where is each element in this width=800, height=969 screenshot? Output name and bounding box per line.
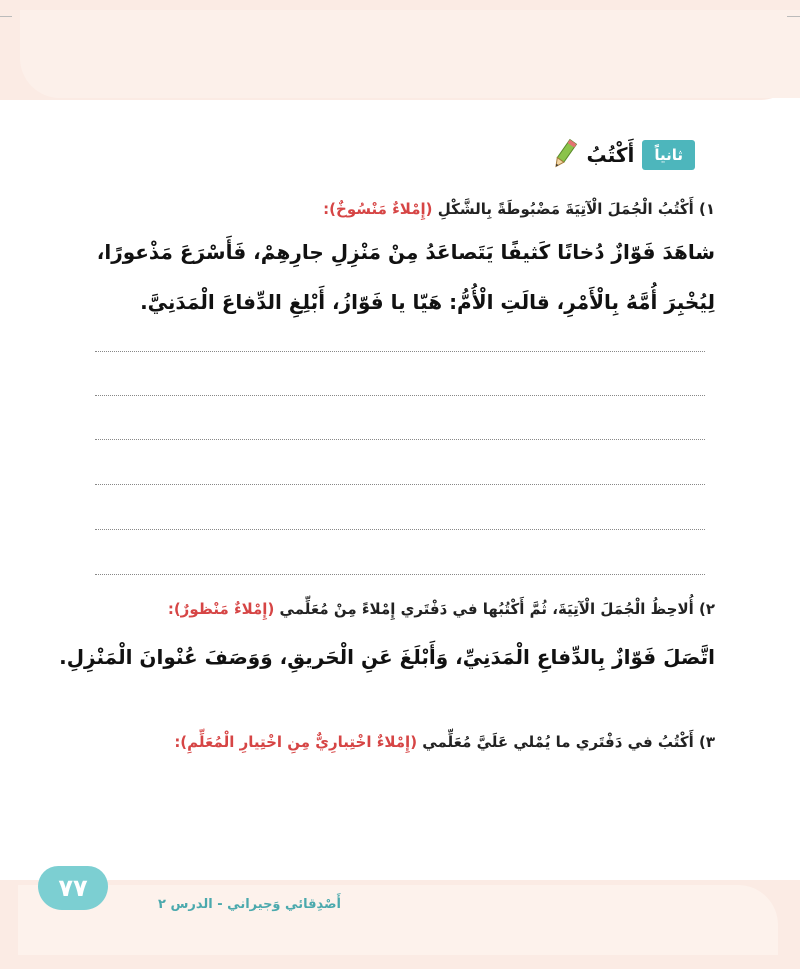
exercise-1-line-1: شاهَدَ فَوّازٌ دُخانًا كَثيفًا يَتَصاعَدُ مِنْ مَنْزِلِ جارِهِمْ، فَأَسْرَعَ مَذْعورًا، <box>96 240 715 264</box>
writing-line[interactable] <box>95 574 705 575</box>
pencil-icon <box>549 137 579 173</box>
footer-lesson-title: أَصْدِقائي وَجيراني - الدرس ٢ <box>158 897 341 912</box>
page-number: ٧٧ <box>38 866 108 910</box>
writing-line[interactable] <box>95 484 705 485</box>
section-title: أَكْتُبُ <box>586 143 635 167</box>
exercise-1-line-2: لِيُخْبِرَ أُمَّهُ بِالْأَمْرِ، قالَتِ الْأُمُّ: هَيّا يا فَوّازُ، أَبْلِغِ الدِّفاعَ الْمَدَنِيَّ. <box>140 290 715 314</box>
exercise-2-instruction <box>168 600 715 618</box>
crop-mark <box>787 16 800 17</box>
exercise-2-tag: (إِمْلاءٌ مَنْظورٌ): <box>167 600 275 618</box>
exercise-3-text: ٣) أَكْتُبُ في دَفْتَري ما يُمْلي عَلَيَّ مُعَلِّمي <box>422 733 715 751</box>
exercise-1-text: ١) أَكْتُبُ الْجُمَلَ الْآتِيَةَ مَضْبُوطَةً بِالشَّكْلِ <box>437 200 715 218</box>
exercise-2-text: ٢) أُلاحِظُ الْجُمَلَ الْآتِيَةَ، ثُمَّ أَكْتُبُها في دَفْتَري إِمْلاءً مِنْ مُعَلِّمي <box>279 600 715 618</box>
writing-line[interactable] <box>95 395 705 396</box>
exercise-3-instruction <box>174 733 715 751</box>
top-decorative-band-inner <box>20 10 800 98</box>
writing-line[interactable] <box>95 529 705 530</box>
section-header <box>549 135 695 175</box>
bottom-decorative-band-inner <box>18 885 778 955</box>
writing-line[interactable] <box>95 439 705 440</box>
writing-line[interactable] <box>95 351 705 352</box>
section-badge: ثانياً <box>642 140 695 170</box>
exercise-3-tag: (إِمْلاءٌ اخْتِبارِيٌّ مِنِ اخْتِيارِ الْمُعَلِّمِ): <box>174 733 418 751</box>
crop-mark <box>0 16 12 17</box>
exercise-1-tag: (إِمْلاءٌ مَنْسُوخٌ): <box>323 200 433 218</box>
exercise-2-line: اتَّصَلَ فَوّازٌ بِالدِّفاعِ الْمَدَنِيِّ، وَأَبْلَغَ عَنِ الْحَريقِ، وَوَصَفَ عُنْوانَ الْمَنْزِلِ. <box>59 645 715 669</box>
exercise-1-instruction <box>323 200 715 218</box>
